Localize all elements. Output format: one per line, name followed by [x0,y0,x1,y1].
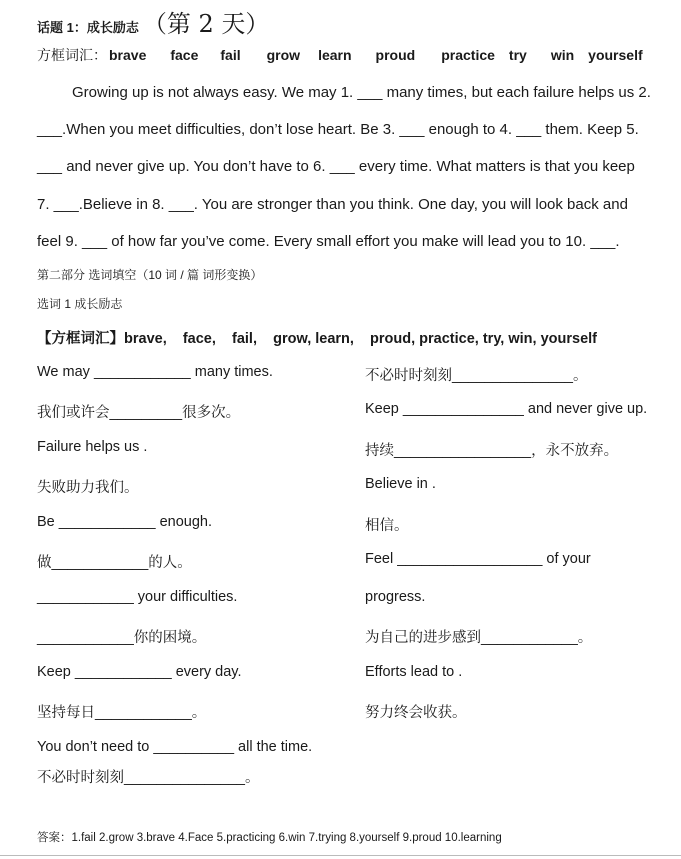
word-practice: practice [441,47,495,63]
exercise-right-8: 为自己的进步感到____________。 [365,630,593,646]
exercise-left-10: 坚持每日____________。 [37,705,207,721]
word-yourself: yourself [588,47,643,63]
exercise-left-12: 不必时时刻刻_______________。 [37,770,260,786]
exercise-left-2: 我们或许会_________很多次。 [37,405,241,421]
exercise-right-5: 相信。 [365,518,409,534]
exercise-left-11: You don’t need to __________ all the time. [37,739,313,755]
passage-line-5: feel 9. ___ of how far you’ve come. Every small effort you make will lead you to 10. ___. [37,233,620,250]
passage-line-2: ___.When you meet difficulties, don’t lose heart. Be 3. ___ enough to 4. ___ them. Keep 5. [37,121,639,138]
exercise-right-7: progress. [365,589,426,605]
exercise-right-1: 不必时时刻刻_______________。 [365,368,588,384]
exercise-right-9: Efforts lead to . [365,664,463,680]
worksheet-title [37,4,269,39]
part-two-word-box: 【方框词汇】brave, face, fail, grow, learn, proud, practice, try, win, yourself [37,331,597,347]
exercise-left-1: We may ____________ many times. [37,364,273,380]
exercise-left-4: 失败助力我们。 [37,480,139,496]
passage-line-3: ___ and never give up. You don’t have to 6. ___ every time. What matters is that you keep [37,158,635,175]
word-win: win [550,47,575,63]
exercise-right-4: Believe in . [365,476,436,492]
word-proud: proud [375,47,416,63]
word-grow: grow [266,47,301,63]
passage-line-4: 7. ___.Believe in 8. ___. You are stronger than you think. One day, you will look back and [37,196,628,213]
passage-line-1: Growing up is not always easy. We may 1. ___ many times, but each failure helps us 2. [72,84,651,101]
word-box [37,45,643,65]
exercise-left-6: 做____________的人。 [37,555,192,571]
exercise-right-3: 持续_________________，永不放弃。 [365,443,619,459]
exercise-left-7: ____________ your difficulties. [37,589,238,605]
topic-label: 话题 1：成长励志 [37,20,139,35]
day-label: （第 2 天） [142,10,270,38]
footer-divider [0,855,681,856]
part-two-subheading: 选词 1 成长励志 [37,297,123,311]
part-two-heading: 第二部分 选词填空（10 词 / 篇 词形变换） [37,268,263,282]
word-brave: brave [109,47,147,63]
exercise-right-10: 努力终会收获。 [365,705,467,721]
exercise-left-3: Failure helps us . [37,439,148,455]
word-face: face [170,47,199,63]
exercise-left-8: ____________你的困境。 [37,630,207,646]
exercise-left-9: Keep ____________ every day. [37,664,242,680]
word-try: try [508,47,527,63]
exercise-right-2: Keep _______________ and never give up. [365,401,648,417]
word-box-label: 方框词汇： [37,47,107,63]
exercise-right-6: Feel __________________ of your [365,551,591,567]
word-learn: learn [318,47,352,63]
word-fail: fail [220,47,241,63]
exercise-left-5: Be ____________ enough. [37,514,212,530]
answer-key: 答案：1.fail 2.grow 3.brave 4.Face 5.practicing 6.win 7.trying 8.yourself 9.proud 10.learning [37,832,502,844]
